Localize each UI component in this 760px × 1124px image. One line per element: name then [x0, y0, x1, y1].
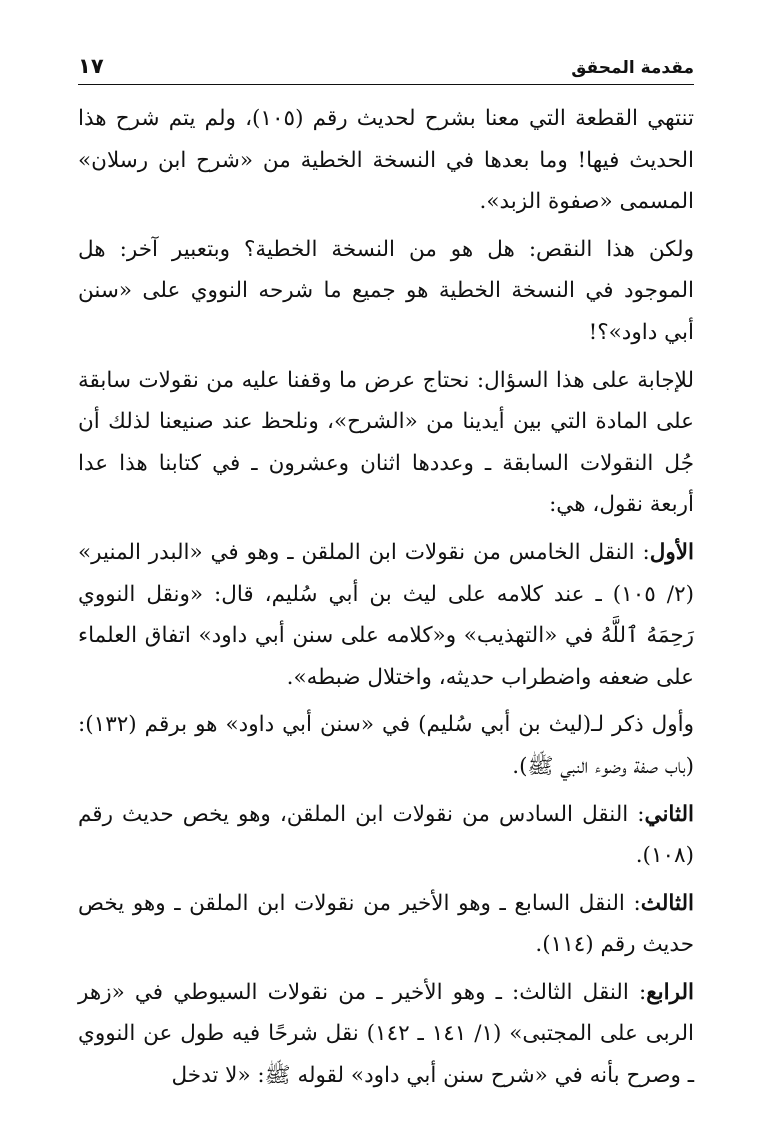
- paragraph-text: تنتهي القطعة التي معنا بشرح لحديث رقم (١٠٥)، ولم يتم شرح هذا الحديث فيها! وما بعدها في النسخة الخطية من «شرح ابن رسلان» المسمى «صفوة الزبد».: [78, 106, 694, 215]
- paragraph-5: [78, 704, 694, 787]
- paragraph-3: [78, 360, 694, 526]
- paragraph-lead: الأول: [649, 539, 694, 565]
- paragraph-6: [78, 794, 694, 877]
- paragraph-8: [78, 972, 694, 1097]
- paragraph-text: : النقل السابع ـ وهو الأخير من نقولات ابن الملقن ـ وهو يخص حديث رقم (١١٤).: [78, 890, 694, 958]
- paragraph-text: : النقل الثالث: ـ وهو الأخير ـ من نقولات السيوطي في «زهر الربى على المجتبى» (١/ ١٤١ ـ ١٤٢) نقل شرحًا فيه طول عن النووي ـ وصرح بأنه في «شرح سنن أبي داود» لقوله ﷺ: «لا تدخل: [78, 979, 695, 1089]
- paragraph-2: [78, 229, 694, 354]
- paragraph-text: : النقل الخامس من نقولات ابن الملقن ـ وهو في «البدر المنير» (٢/ ١٠٥) ـ عند كلامه على ليث بن أبي سُليم، قال: «ونقل النووي رَحِمَهُ ٱللَّهُ في «التهذيب» و«كلامه على سنن أبي داود» اتفاق العلماء على ضعفه واضطراب حديثه، واختلال ضبطه».: [78, 539, 695, 690]
- paragraph-1: [78, 98, 694, 223]
- paragraph-lead: الثالث: [640, 890, 694, 916]
- page-header: [78, 44, 694, 85]
- paragraph-text: وأول ذكر لـ(ليث بن أبي سُليم) في «سنن أبي داود» هو برقم (١٣٢): (باب صفة وضوء النبي ﷺ).: [78, 712, 694, 779]
- paragraph-7: [78, 883, 694, 966]
- running-title: مقدمة المحقق: [571, 58, 694, 78]
- paragraph-lead: الرابع: [646, 979, 694, 1005]
- page-number: ١٧: [78, 54, 104, 78]
- paragraph-text: ولكن هذا النقص: هل هو من النسخة الخطية؟ وبتعبير آخر: هل الموجود في النسخة الخطية هو جميع ما شرحه النووي على «سنن أبي داود»؟!: [78, 236, 694, 345]
- paragraph-text: للإجابة على هذا السؤال: نحتاج عرض ما وقفنا عليه من نقولات سابقة على المادة التي بين أيدينا من «الشرح»، ونلحظ عند صنيعنا لذلك أن جُل النقولات السابقة ـ وعددها اثنان وعشرون ـ في كتابنا هذا عدا أربعة نقول، هي:: [78, 367, 694, 518]
- paragraph-lead: الثاني: [644, 801, 694, 827]
- body-text: [78, 98, 694, 1103]
- paragraph-text: : النقل السادس من نقولات ابن الملقن، وهو يخص حديث رقم (١٠٨).: [78, 801, 694, 869]
- paragraph-4: [78, 532, 694, 698]
